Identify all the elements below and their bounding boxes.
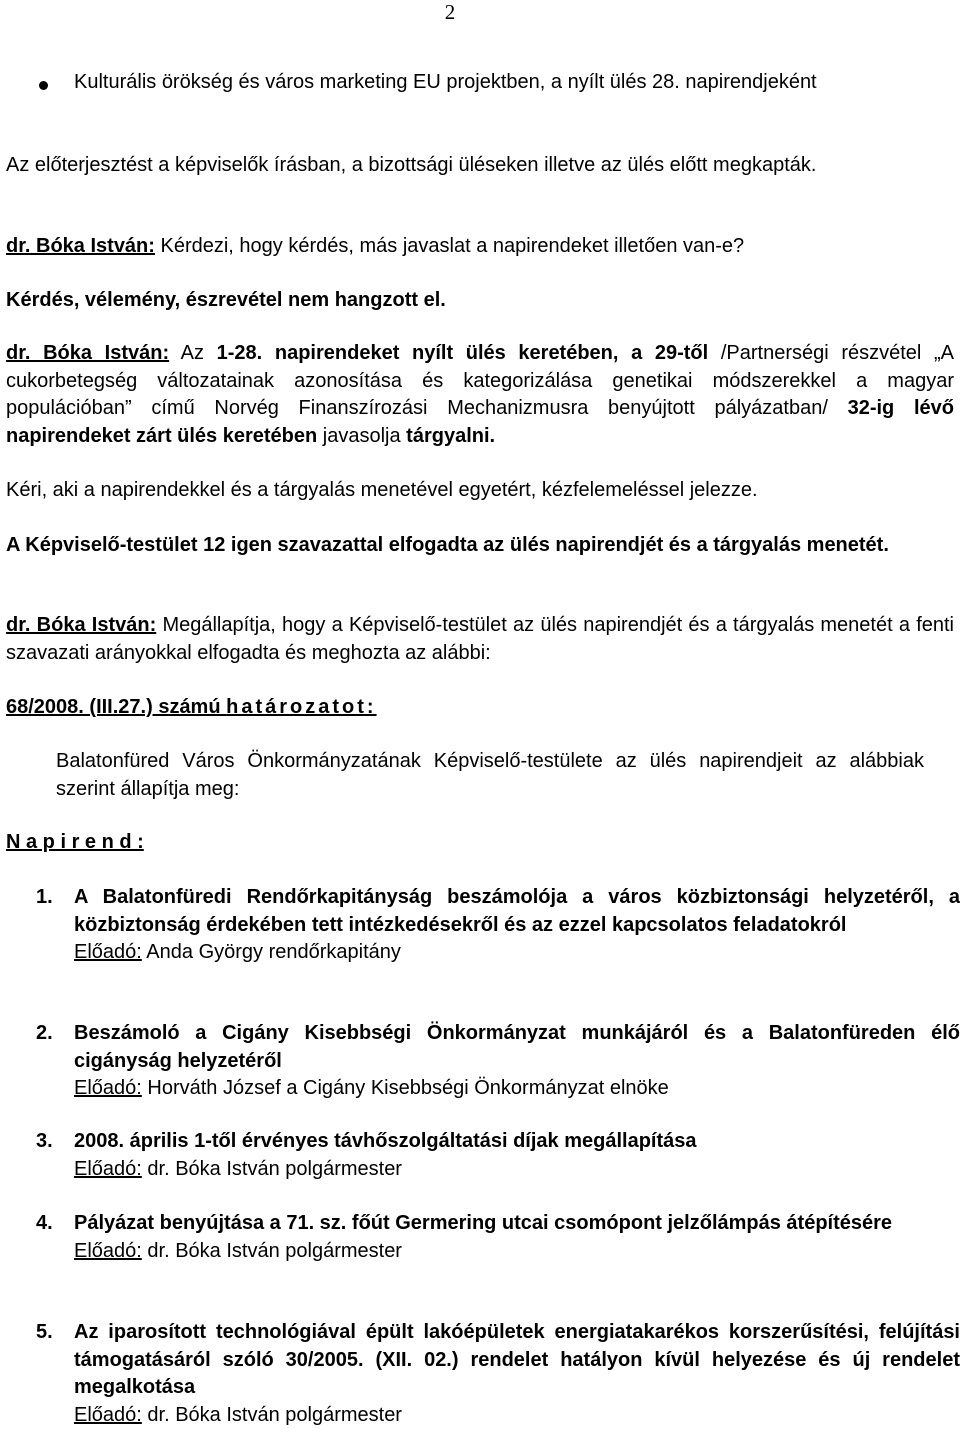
agenda-item-body [74, 1020, 960, 1103]
resolution-word: határozatot: [226, 696, 377, 718]
proposal-text-3: javasolja [317, 424, 407, 447]
bullet-item: Kulturális örökség és város marketing EU projektben, a nyílt ülés 28. napirendjeként [74, 71, 817, 93]
paragraph-proposal [6, 340, 954, 450]
presenter-label: Előadó: [74, 1403, 142, 1426]
question-text: Kérdezi, hogy kérdés, más javaslat a napirendeket illetően van-e? [154, 235, 745, 257]
agenda-heading: N a p i r e n d : [6, 831, 144, 853]
proposal-text-1: Az [169, 342, 217, 364]
agenda-item-body [74, 1210, 960, 1265]
presenter-name: Horváth József a Cigány Kisebbségi Önkormányzat elnöke [141, 1077, 669, 1099]
presenter-label: Előadó: [74, 1239, 142, 1262]
page-number: 2 [444, 0, 456, 24]
agenda-item-title: Pályázat benyújtása a 71. sz. főút Germering utcai csomópont jelzőlámpás átépítésére [74, 1212, 893, 1234]
agenda-item-title: A Balatonfüredi Rendőrkapitányság beszámolója a város közbiztonsági helyzetéről, a közbiztonság érdekében tett intézkedésekről és az ezzel kapcsolatos feladatokról [74, 886, 960, 936]
agenda-item-body [74, 884, 960, 967]
proposal-bold-1: 1-28. napirendeket nyílt ülés keretében, a 29-től [216, 342, 709, 364]
resolution-heading [6, 694, 954, 722]
agenda-item-number: 4. [36, 1212, 53, 1234]
speaker-name: dr. Bóka István: [6, 342, 170, 364]
presenter-name: Anda György rendőrkapitány [141, 941, 401, 963]
agenda-item-presenter [74, 939, 960, 967]
agenda-item-presenter [74, 1238, 960, 1266]
presenter-label: Előadó: [74, 1077, 142, 1099]
agenda-item-body [74, 1319, 960, 1429]
speaker-name: dr. Bóka István: [6, 235, 155, 257]
agenda-item-presenter [74, 1402, 960, 1429]
agenda-item-title: Beszámoló a Cigány Kisebbségi Önkormányzat munkájáról és a Balatonfüreden élő cigányság helyzetéről [74, 1022, 960, 1072]
agenda-item-title: 2008. április 1-től érvényes távhőszolgáltatási díjak megállapítása [74, 1130, 697, 1152]
agenda-item-body [74, 1128, 960, 1183]
presenter-name: dr. Bóka István polgármester [141, 1403, 402, 1426]
agenda-item-title: Az iparosított technológiával épült lakóépületek energiatakarékos korszerűsítési, felújítási támogatásáról szóló 30/2005. (XII. 02.) rendelet hatályon kívül helyezése és új rendelet megalkotása [74, 1321, 960, 1398]
speaker-name: dr. Bóka István: [6, 614, 157, 636]
agenda-item-number: 5. [36, 1321, 53, 1343]
resolution-body: Balatonfüred Város Önkormányzatának Képviselő-testülete az ülés napirendjeit az alábbiak szerint állapítja meg: [56, 750, 924, 800]
resolution-number: 68/2008. (III.27.) számú [6, 696, 227, 718]
paragraph-no-questions: Kérdés, vélemény, észrevétel nem hangzott el. [6, 289, 446, 311]
presenter-label: Előadó: [74, 941, 142, 963]
agenda-item-number: 1. [36, 886, 53, 908]
presenter-name: dr. Bóka István polgármester [141, 1239, 402, 1262]
agenda-item-number: 3. [36, 1130, 53, 1152]
statement-text: Megállapítja, hogy a Képviselő-testület az ülés napirendjét és a tárgyalás menetét a fenti szavazati arányokkal elfogadta és meghozta az alábbi: [6, 614, 954, 664]
vote-result: A Képviselő-testület 12 igen szavazattal elfogadta az ülés napirendjét és a tárgyalás menetét. [6, 534, 889, 556]
paragraph-statement [6, 612, 954, 667]
proposal-bold-2: 32-ig lévő napirendeket zárt ülés keretében [6, 397, 954, 447]
proposal-text-2: /Partnerségi részvétel „A cukorbetegség változatainak azonosítása és kategorizálása genetikai módszerekkel a magyar populációban” című Norvég Finanszírozási Mechanizmusra benyújtott pályázatban/ [6, 342, 955, 419]
agenda-item-presenter [74, 1156, 960, 1184]
paragraph-vote-request: Kéri, aki a napirendekkel és a tárgyalás menetével egyetért, kézfelemeléssel jelezze. [6, 479, 758, 501]
agenda-item-presenter [74, 1075, 960, 1103]
bullet-dot-icon [39, 81, 48, 90]
presenter-label: Előadó: [74, 1157, 142, 1180]
agenda-item-number: 2. [36, 1022, 53, 1044]
presenter-name: dr. Bóka István polgármester [141, 1157, 402, 1180]
proposal-bold-3: tárgyalni. [406, 424, 496, 447]
paragraph-question [6, 233, 954, 261]
paragraph-distribution: Az előterjesztést a képviselők írásban, a bizottsági üléseken illetve az ülés előtt megkapták. [6, 154, 817, 176]
